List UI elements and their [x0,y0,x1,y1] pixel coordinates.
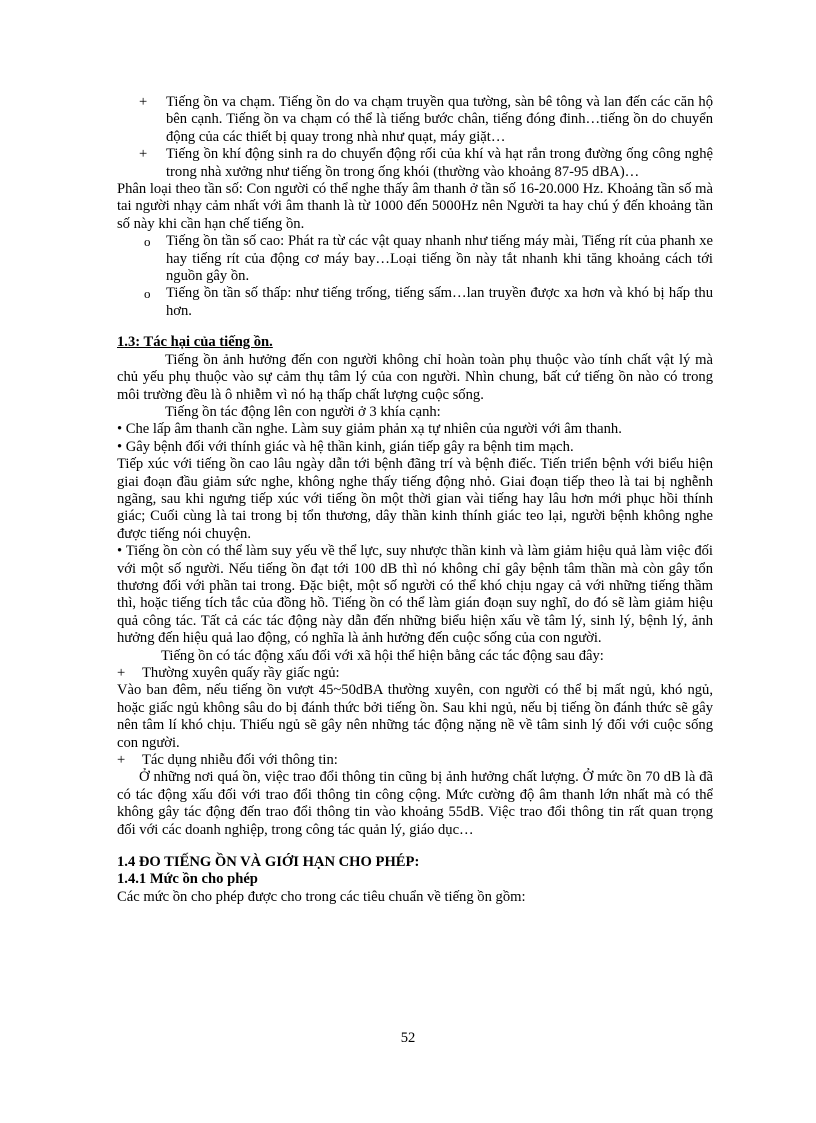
list-item [117,94,713,146]
list-item-text: Tiếng ồn tần số thấp: như tiếng trống, tiếng sấm…lan truyền được xa hơn và khó bị hấp thu hơn. [166,285,713,319]
bullet-paragraph: • Tiếng ồn còn có thể làm suy yếu về thể lực, suy nhược thần kinh và làm giảm hiệu quả làm việc đối với một số người. Nếu tiếng ồn đạt tới 100 dB thì nó không chỉ gây bệnh tâm thần mà còn gây tổn thương đối với phần tai trong. Đặc biệt, một số người có thể khó chịu ngay cả với những tiếng thầm thì, hoặc tiếng tích tắc của đồng hồ. Tiếng ồn có thể làm gián đoạn suy nghĩ, do đó sẽ làm giảm hiệu quả công tác. Tất cả các tác động này dẫn đến những biểu hiện xấu về tâm lý, sinh lý, bệnh lý, ảnh hưởng đến hiệu quả lao động, có nghĩa là ảnh hưởng đến cuộc sống của con người. [117,543,713,647]
section-heading: 1.3: Tác hại của tiếng ồn. [117,334,273,351]
list-item-text: Tiếng ồn tần số cao: Phát ra từ các vật quay nhanh như tiếng máy mài, Tiếng rít của phanh xe hay tiếng rít của động cơ máy bay…Loại tiếng ồn này tắt nhanh khi tăng khoảng cách tới nguồn gây ồn. [166,233,713,285]
paragraph: Tiếng ồn có tác động xấu đối với xã hội thể hiện bằng các tác động sau đây: [161,647,604,664]
document-body [117,94,713,906]
list-marker: + [139,94,148,110]
paragraph: Các mức ồn cho phép được cho trong các tiêu chuẩn về tiếng ồn gồm: [117,888,526,905]
paragraph: Vào ban đêm, nếu tiếng ồn vượt 45~50dBA thường xuyên, con người có thể bị mất ngủ, khó ngủ, hoặc giấc ngủ không sâu do bị đánh thức bởi tiếng ồn. Sau khi ngủ, nếu bị tiếng ồn đánh thức sẽ gây nên tâm lí khó chịu. Thiếu ngủ sẽ gây nên những tác động nặng nề về tâm sinh lý đối với cuộc sống con người. [117,682,713,751]
plus-item-text: Thường xuyên quấy rầy giấc ngủ: [142,665,340,681]
section-heading: 1.4 ĐO TIẾNG ỒN VÀ GIỚI HẠN CHO PHÉP: [117,854,420,871]
plus-item [117,752,713,769]
list-marker: o [144,286,151,302]
plus-marker: + [117,752,126,769]
plus-item [117,665,713,682]
list-item-text: Tiếng ồn va chạm. Tiếng ồn do va chạm truyền qua tường, sàn bê tông và lan đến các căn hộ bên cạnh. Tiếng ồn va chạm có thể là tiếng bước chân, tiếng đóng đinh…tiếng ồn do chuyển động của các thiết bị quay trong nhà như quạt, máy giặt… [166,94,713,145]
plus-item-text: Tác dụng nhiễu đối với thông tin: [142,752,338,769]
list-item [117,285,713,320]
bullet-paragraph: • Gây bệnh đối với thính giác và hệ thần kinh, gián tiếp gây ra bệnh tim mạch. [117,438,574,455]
subsection-heading: 1.4.1 Mức ồn cho phép [117,871,258,888]
bullet-paragraph: • Che lấp âm thanh cần nghe. Làm suy giảm phản xạ tự nhiên của người với âm thanh. [117,421,622,438]
list-marker: + [139,146,148,163]
paragraph: Tiếng ồn ảnh hưởng đến con người không chỉ hoàn toàn phụ thuộc vào tính chất vật lý mà chủ yếu phụ thuộc vào sự cảm thụ tâm lý của con người. Nhìn chung, bất cứ tiếng ồn nào có trong môi trường đều là ô nhiễm vì nó hạ thấp chất lượng cuộc sống. [117,351,713,403]
list-item [117,146,713,181]
frequency-intro: Phân loại theo tần số: Con người có thể nghe thấy âm thanh ở tần số 16-20.000 Hz. Khoảng tần số mà tai người nhạy cảm nhất với âm thanh là từ 1000 đến 5000Hz nên Người ta hay chú ý đến khoảng tần số này khi cần hạn chế tiếng ồn. [117,181,713,232]
page-number: 52 [400,1030,416,1046]
list-item-text: Tiếng ồn khí động sinh ra do chuyển động rối của khí và hạt rắn trong đường ống công nghệ trong nhà xưởng như tiếng ồn trong ống khói (thường vào khoảng 87-95 dBA)… [166,146,713,180]
paragraph: Tiếp xúc với tiếng ồn cao lâu ngày dẫn tới bệnh đãng trí và bệnh điếc. Tiến triển bệnh với biểu hiện giai đoạn đầu giảm sức nghe, không nghe thấy tiếng động nhỏ. Giai đoạn tiếp theo là tai bị nghễnh ngãng, sau khi ngưng tiếp xúc với tiếng ồn một thời gian vài tiếng hay lâu hơn mới phục hồi thính giác; Cuối cùng là tai trong bị tổn thương, dây thần kinh thính giác teo lại, người bệnh không nghe được tiếng nói chuyện. [117,456,713,542]
list-marker: o [144,234,151,250]
paragraph: Tiếng ồn tác động lên con người ở 3 khía cạnh: [165,403,441,420]
list-item [117,233,713,285]
plus-marker: + [117,665,126,681]
paragraph: Ở những nơi quá ồn, việc trao đổi thông tin cũng bị ảnh hưởng chất lượng. Ở mức ồn 70 dB là đã có tác động xấu đối với trao đổi thông tin công cộng. Mức cường độ âm thanh lớn nhất mà có thể không gây tác động đến trao đổi thông tin vào khoảng 55dB. Việc trao đổi thông tin rất quan trọng đối với các doanh nghiệp, trong công tác quản lý, giáo dục… [117,769,713,838]
